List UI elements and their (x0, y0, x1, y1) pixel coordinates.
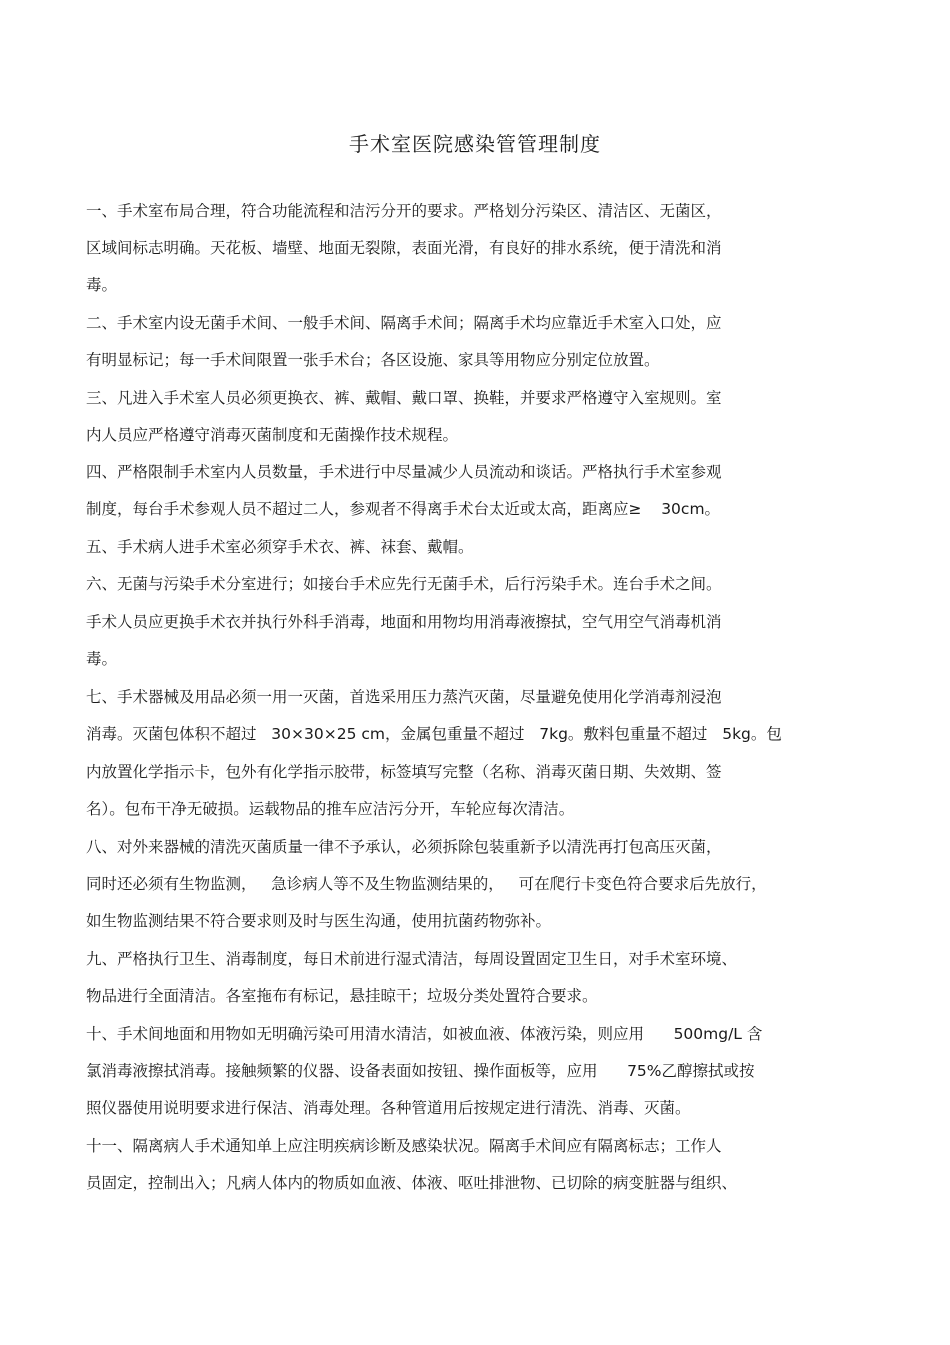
paragraph-line: 五、手术病人进手术室必须穿手术衣、裤、袜套、戴帽。 (86, 538, 474, 556)
paragraph-line: 区域间标志明确。天花板、墙壁、地面无裂隙，表面光滑，有良好的排水系统，便于清洗和消 (86, 239, 722, 257)
paragraph-line: 六、无菌与污染手术分室进行；如接台手术应先行无菌手术，后行污染手术。连台手术之间。 (86, 575, 722, 593)
paragraph-line: 照仪器使用说明要求进行保洁、消毒处理。各种管道用后按规定进行清洗、消毒、灭菌。 (86, 1099, 691, 1117)
paragraph-line: 七、手术器械及用品必须一用一灭菌，首选采用压力蒸汽灭菌，尽量避免使用化学消毒剂浸泡 (86, 688, 722, 706)
paragraph-line: 手术人员应更换手术衣并执行外科手消毒，地面和用物均用消毒液擦拭，空气用空气消毒机消 (86, 613, 722, 631)
paragraph-line: 如生物监测结果不符合要求则及时与医生沟通，使用抗菌药物弥补。 (86, 912, 552, 930)
paragraph-line: 毒。 (86, 276, 118, 294)
paragraph-line: 三、凡进入手术室人员必须更换衣、裤、戴帽、戴口罩、换鞋，并要求严格遵守入室规则。室 (86, 389, 722, 407)
paragraph-line: 同时还必须有生物监测， 急诊病人等不及生物监测结果的， 可在爬行卡变色符合要求后先放行， (86, 875, 767, 893)
paragraph-line: 消毒。灭菌包体积不超过 30×30×25 cm，金属包重量不超过 7kg。敷料包重量不超过 5kg。包 (86, 725, 782, 743)
paragraph-line: 内人员应严格遵守消毒灭菌制度和无菌操作技术规程。 (86, 426, 459, 444)
paragraph-line: 八、对外来器械的清洗灭菌质量一律不予承认，必须拆除包装重新予以清洗再打包高压灭菌， (86, 838, 722, 856)
paragraph-line: 四、严格限制手术室内人员数量，手术进行中尽量减少人员流动和谈话。严格执行手术室参观 (86, 463, 722, 481)
paragraph-line: 员固定，控制出入；凡病人体内的物质如血液、体液、呕吐排泄物、已切除的病变脏器与组织、 (86, 1174, 738, 1192)
paragraph-line: 十一、隔离病人手术通知单上应注明疾病诊断及感染状况。隔离手术间应有隔离标志；工作人 (86, 1137, 722, 1155)
paragraph-line: 一、手术室布局合理，符合功能流程和洁污分开的要求。严格划分污染区、清洁区、无菌区， (86, 202, 722, 220)
paragraph-line: 有明显标记；每一手术间限置一张手术台；各区设施、家具等用物应分别定位放置。 (86, 351, 660, 369)
paragraph-line: 物品进行全面清洁。各室拖布有标记，悬挂晾干；垃圾分类处置符合要求。 (86, 987, 598, 1005)
paragraph-line: 十、手术间地面和用物如无明确污染可用清水清洁，如被血液、体液污染，则应用 500mg/L 含 (86, 1025, 763, 1043)
paragraph-line: 毒。 (86, 650, 118, 668)
paragraph-line: 九、严格执行卫生、消毒制度，每日术前进行湿式清洁，每周设置固定卫生日，对手术室环境、 (86, 950, 738, 968)
paragraph-line: 制度，每台手术参观人员不超过二人，参观者不得离手术台太近或太高，距离应≥ 30cm。 (86, 500, 721, 518)
paragraph-line: 氯消毒液擦拭消毒。接触频繁的仪器、设备表面如按钮、操作面板等，应用 75%乙醇擦拭或按 (86, 1062, 755, 1080)
paragraph-line: 内放置化学指示卡，包外有化学指示胶带，标签填写完整（名称、消毒灭菌日期、失效期、签 (86, 763, 722, 781)
paragraph-line: 二、手术室内设无菌手术间、一般手术间、隔离手术间；隔离手术均应靠近手术室入口处，应 (86, 314, 722, 332)
document-title: 手术室医院感染管管理制度 (349, 132, 601, 156)
paragraph-line: 名）。包布干净无破损。运载物品的推车应洁污分开，车轮应每次清洁。 (86, 800, 575, 818)
